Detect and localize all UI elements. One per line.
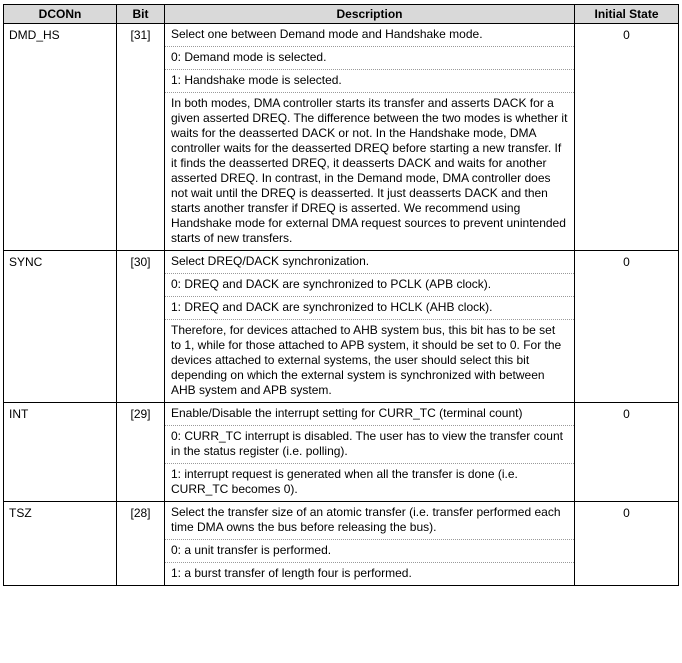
table-row [4, 251, 679, 403]
field-description [165, 24, 575, 251]
description-paragraph: 0: a unit transfer is performed. [165, 539, 574, 562]
description-paragraph: In both modes, DMA controller starts its transfer and asserts DACK for a given asserted DREQ. The difference between the two modes is whether it waits for the deasserted DACK or not. In the Handshake mode, DMA controller waits for the deasserted DREQ before starting a new transfer. If it finds the deasserted DREQ, it deasserts DACK and waits for another asserted DREQ. In contrast, in the Demand mode, DMA controller does not wait until the DREQ is deasserted. It just deasserts DACK and then starts another transfer if DREQ is asserted. We recommend using Handshake mode for external DMA request sources to prevent unintended starts of new transfers. [165, 92, 574, 250]
field-name: TSZ [4, 502, 117, 586]
description-paragraph: 1: a burst transfer of length four is performed. [165, 562, 574, 585]
description-paragraph: Enable/Disable the interrupt setting for CURR_TC (terminal count) [171, 406, 523, 420]
table-row [4, 403, 679, 502]
field-name: SYNC [4, 251, 117, 403]
header-bit: Bit [117, 5, 165, 24]
field-initial-state: 0 [575, 251, 679, 403]
description-paragraph: 1: DREQ and DACK are synchronized to HCLK (AHB clock). [165, 296, 574, 319]
description-paragraph: Select one between Demand mode and Handshake mode. [171, 27, 483, 41]
description-paragraph: 1: Handshake mode is selected. [165, 69, 574, 92]
field-description [165, 403, 575, 502]
description-paragraph: 0: Demand mode is selected. [165, 46, 574, 69]
description-paragraph: 1: interrupt request is generated when all the transfer is done (i.e. CURR_TC becomes 0). [165, 463, 574, 501]
description-paragraph: Select the transfer size of an atomic transfer (i.e. transfer performed each time DMA owns the bus before releasing the bus). [171, 505, 561, 534]
field-bit: [30] [117, 251, 165, 403]
table-row [4, 502, 679, 586]
description-paragraph: 0: DREQ and DACK are synchronized to PCLK (APB clock). [165, 273, 574, 296]
field-name: DMD_HS [4, 24, 117, 251]
header-description: Description [165, 5, 575, 24]
field-name: INT [4, 403, 117, 502]
description-paragraph: Therefore, for devices attached to AHB system bus, this bit has to be set to 1, while for those attached to APB system, it should be set to 0. For the devices attached to external systems, the user should select this bit depending on which the external system is synchronized with between AHB system and APB system. [165, 319, 574, 402]
field-description [165, 502, 575, 586]
field-description [165, 251, 575, 403]
field-bit: [31] [117, 24, 165, 251]
field-initial-state: 0 [575, 24, 679, 251]
field-initial-state: 0 [575, 502, 679, 586]
field-bit: [28] [117, 502, 165, 586]
field-bit: [29] [117, 403, 165, 502]
header-initial-state: Initial State [575, 5, 679, 24]
register-table [3, 4, 679, 586]
description-paragraph: 0: CURR_TC interrupt is disabled. The user has to view the transfer count in the status register (i.e. polling). [165, 425, 574, 463]
header-row [4, 5, 679, 24]
table-row [4, 24, 679, 251]
description-paragraph: Select DREQ/DACK synchronization. [171, 254, 370, 268]
header-dconn: DCONn [4, 5, 117, 24]
field-initial-state: 0 [575, 403, 679, 502]
